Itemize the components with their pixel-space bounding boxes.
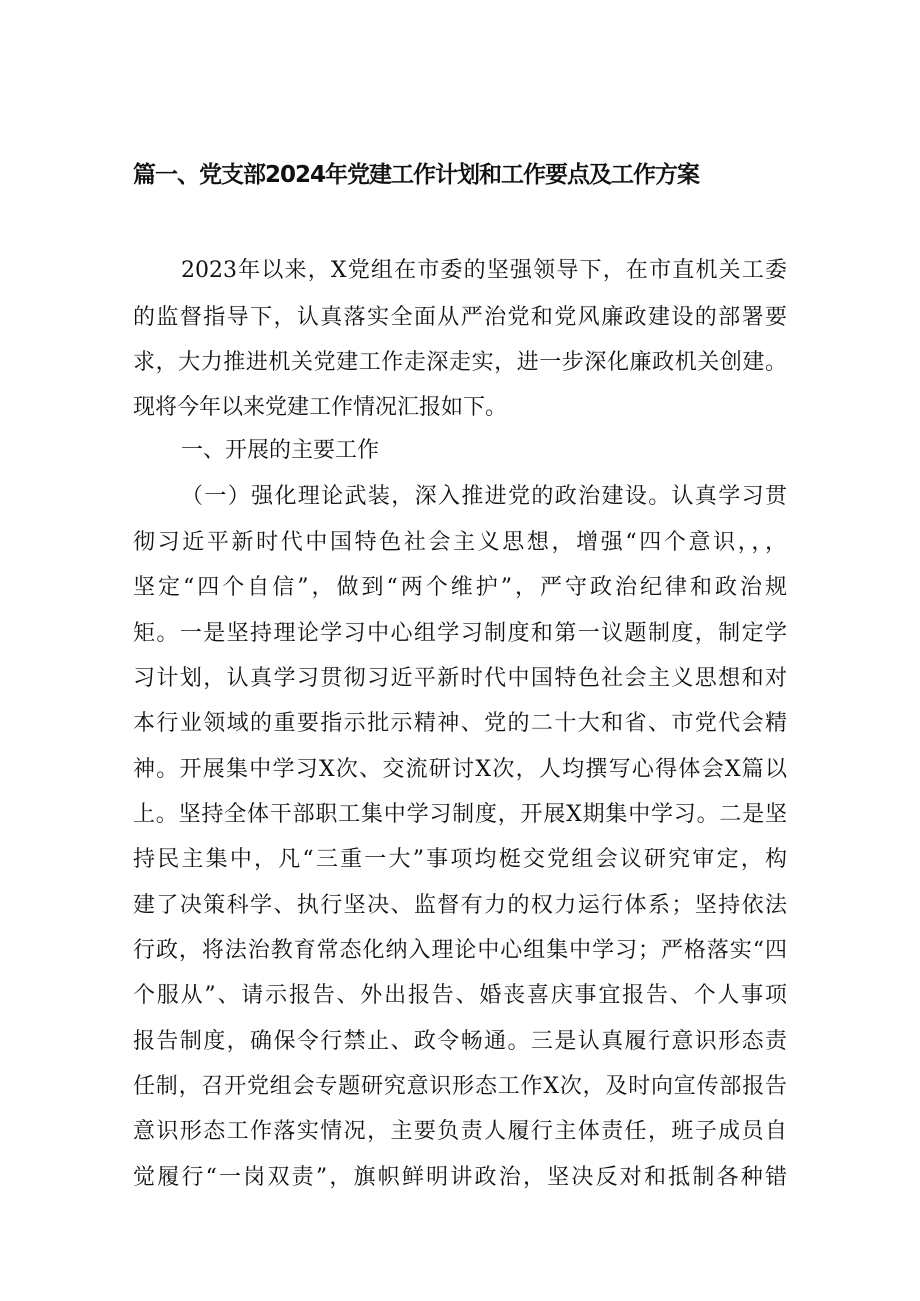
body-line-7: 神。开展集中学习X次、交流研讨X次，人均撰写心得体会X篇以 <box>133 757 787 782</box>
body-line-8: 上。坚持全体干部职工集中学习制度，开展X期集中学习。二是坚 <box>133 802 787 827</box>
intro-line-4: 现将今年以来党建工作情况汇报如下。 <box>133 395 508 420</box>
body-line-15: 意识形态工作落实情况，主要负责人履行主体责任，班子成员自 <box>133 1119 787 1144</box>
body-line-3: 坚定“四个自信”，做到“两个维护”，严守政治纪律和政治规 <box>133 575 787 600</box>
body-line-12: 个服从”、请示报告、外出报告、婚丧喜庆事宜报告、个人事项 <box>133 983 787 1008</box>
body-line-13: 报告制度，确保令行禁止、政令畅通。三是认真履行意识形态责 <box>133 1029 787 1054</box>
intro-line-2: 的监督指导下，认真落实全面从严治党和党风廉政建设的部署要 <box>133 305 787 330</box>
section-heading: 一、开展的主要工作 <box>181 438 380 463</box>
intro-line-1: 2023年以来，X党组在市委的坚强领导下，在市直机关工委 <box>181 258 787 283</box>
body-line-11: 行政，将法治教育常态化纳入理论中心组集中学习；严格落实“四 <box>133 938 787 963</box>
body-line-14: 任制，召开党组会专题研究意识形态工作X次，及时向宣传部报告 <box>133 1074 787 1099</box>
body-line-1: （一）强化理论武装，深入推进党的政治建设。认真学习贯 <box>181 484 787 509</box>
body-line-16: 觉履行“一岗双责”，旗帜鲜明讲政治，坚决反对和抵制各种错 <box>133 1165 787 1190</box>
body-line-6: 本行业领域的重要指示批示精神、党的二十大和省、市党代会精 <box>133 711 787 736</box>
body-line-2: 彻习近平新时代中国特色社会主义思想，增强“四个意识，，， <box>133 530 787 555</box>
body-line-5: 习计划，认真学习贯彻习近平新时代中国特色社会主义思想和对 <box>133 666 787 691</box>
document-title: 篇一、党支部2024年党建工作计划和工作要点及工作方案 <box>133 162 700 188</box>
intro-line-3: 求，大力推进机关党建工作走深走实，进一步深化廉政机关创建。 <box>133 350 787 375</box>
body-line-10: 建了决策科学、执行坚决、监督有力的权力运行体系；坚持依法 <box>133 893 787 918</box>
body-line-4: 矩。一是坚持理论学习中心组学习制度和第一议题制度，制定学 <box>133 621 787 646</box>
body-line-9: 持民主集中，凡“三重一大”事项均梃交党组会议研究审定，构 <box>133 847 787 872</box>
